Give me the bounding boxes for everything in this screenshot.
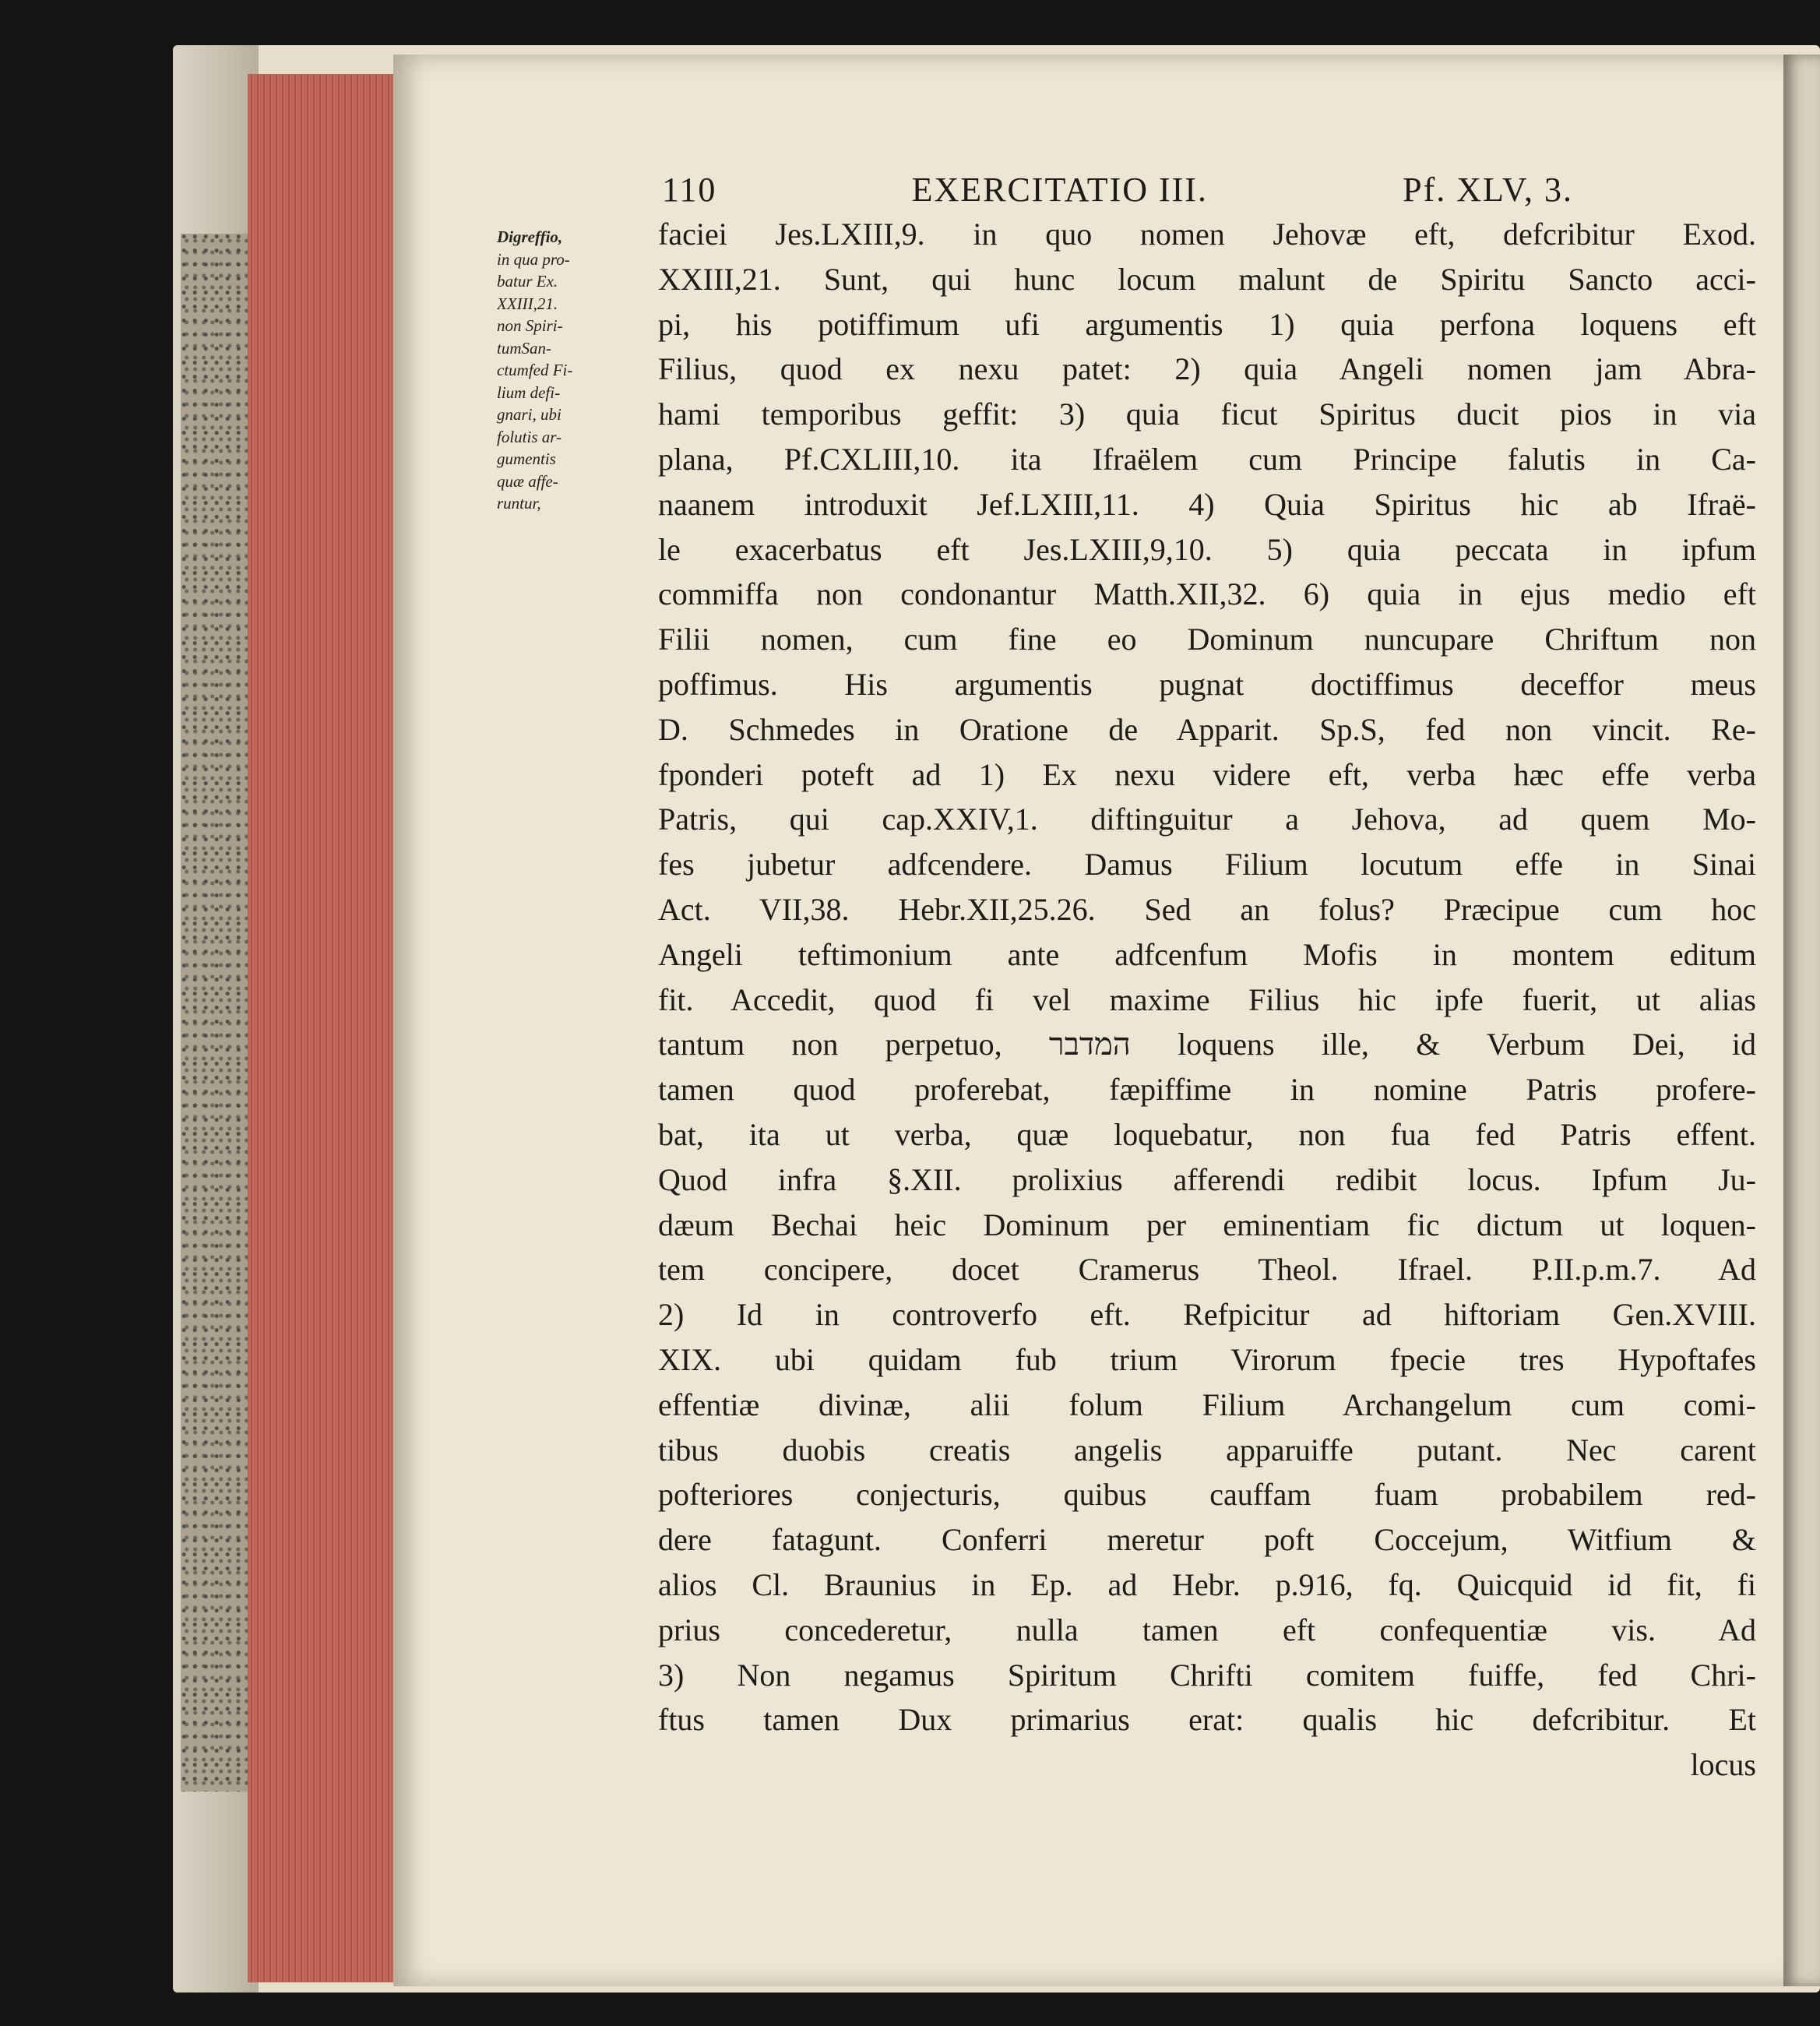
- text-line: pofteriores conjecturis, quibus cauffam fuam probabilem red-: [658, 1477, 1756, 1513]
- text-line: naanem introduxit Jef.LXIII,11. 4) Quia Spiritus hic ab Ifraë-: [658, 486, 1756, 522]
- marbled-cover-pattern: [181, 234, 249, 1792]
- margin-note-line: gumentis: [497, 449, 556, 468]
- text-line: D. Schmedes in Oratione de Apparit. Sp.S, fed non vincit. Re-: [658, 711, 1756, 747]
- text-line: poffimus. His argumentis pugnat doctiffimus deceffor meus: [658, 666, 1756, 702]
- text-line: Filii nomen, cum fine eo Dominum nuncupare Chriftum non: [658, 622, 1756, 657]
- text-line: le exacerbatus eft Jes.LXIII,9,10. 5) quia peccata in ipfum: [658, 531, 1756, 567]
- facing-page-edge: [1783, 55, 1820, 1986]
- margin-note-line: tumSan-: [497, 338, 551, 358]
- text-line: XIX. ubi quidam fub trium Virorum fpecie tres Hypoftafes: [658, 1341, 1756, 1377]
- text-line: prius concederetur, nulla tamen eft confequentiæ vis. Ad: [658, 1612, 1756, 1647]
- running-head: [662, 170, 1573, 217]
- text-line: Angeli teftimonium ante adfcenfum Mofis in montem editum: [658, 936, 1756, 972]
- margin-note-line: ctumfed Fi-: [497, 361, 573, 379]
- text-line: effentiæ divinæ, alii folum Filium Archangelum cum comi-: [658, 1386, 1756, 1422]
- margin-note-line: in qua pro-: [497, 249, 570, 269]
- text-line: tamen quod proferebat, fæpiffime in nomine Patris profere-: [658, 1072, 1756, 1108]
- catchword: locus: [1690, 1747, 1756, 1783]
- text-line: tantum non perpetuo, המדבר loquens ille, & Verbum Dei, id: [658, 1027, 1756, 1062]
- text-line: alios Cl. Braunius in Ep. ad Hebr. p.916, fq. Quicquid id fit, fi: [658, 1566, 1756, 1602]
- text-line: fponderi poteft ad 1) Ex nexu videre eft, verba hæc effe verba: [658, 756, 1756, 792]
- text-line: 3) Non negamus Spiritum Chrifti comitem fuiffe, fed Chri-: [658, 1657, 1756, 1693]
- text-line: XXIII,21. Sunt, qui hunc locum malunt de Spiritu Sancto acci-: [658, 261, 1756, 297]
- margin-note-line: gnari, ubi: [497, 405, 561, 424]
- text-line: plana, Pf.CXLIII,10. ita Ifraëlem cum Principe falutis in Ca-: [658, 441, 1756, 477]
- text-line: dæum Bechai heic Dominum per eminentiam fic dictum ut loquen-: [658, 1207, 1756, 1242]
- text-line: 2) Id in controverfo eft. Refpicitur ad hiftoriam Gen.XVIII.: [658, 1297, 1756, 1333]
- text-line: Quod infra §.XII. prolixius afferendi redibit locus. Ipfum Ju-: [658, 1161, 1756, 1197]
- text-line: Patris, qui cap.XXIV,1. diftinguitur a Jehova, ad quem Mo-: [658, 802, 1756, 837]
- text-line: tibus duobis creatis angelis apparuiffe putant. Nec carent: [658, 1432, 1756, 1468]
- text-line: fit. Accedit, quod fi vel maxime Filius hic ipfe fuerit, ut alias: [658, 981, 1756, 1017]
- text-line: fes jubetur adfcendere. Damus Filium locutum effe in Sinai: [658, 847, 1756, 883]
- text-line: tem concipere, docet Cramerus Theol. Ifrael. P.II.p.m.7. Ad: [658, 1252, 1756, 1288]
- text-line: dere fatagunt. Conferri meretur poft Coccejum, Witfium &: [658, 1522, 1756, 1558]
- red-page-edges: [248, 74, 396, 1982]
- margin-note-line: folutis ar-: [497, 427, 562, 446]
- text-line: commiffa non condonantur Matth.XII,32. 6) quia in ejus medio eft: [658, 576, 1756, 612]
- margin-note: [497, 226, 660, 515]
- text-line: pi, his potiffimum ufi argumentis 1) quia perfona loquens eft: [658, 306, 1756, 342]
- running-title: EXERCITATIO III.: [911, 171, 1208, 209]
- text-line: hami temporibus geffit: 3) quia ficut Spiritus ducit pios in via: [658, 396, 1756, 432]
- text-line: Filius, quod ex nexu patet: 2) quia Angeli nomen jam Abra-: [658, 351, 1756, 387]
- text-line: ftus tamen Dux primarius erat: qualis hic defcribitur. Et: [658, 1702, 1756, 1738]
- margin-note-line: Digreffio,: [497, 227, 563, 246]
- margin-note-line: XXIII,21.: [497, 294, 558, 313]
- text-line: faciei Jes.LXIII,9. in quo nomen Jehovæ eft, defcribitur Exod.: [658, 217, 1756, 252]
- text-line: bat, ita ut verba, quæ loquebatur, non fua fed Patris effent.: [658, 1116, 1756, 1152]
- margin-note-line: lium defi-: [497, 382, 561, 402]
- psalm-reference: Pf. XLV, 3.: [1403, 171, 1573, 209]
- margin-note-line: non Spiri-: [497, 316, 563, 335]
- margin-note-line: batur Ex.: [497, 272, 558, 291]
- margin-note-line: runtur,: [497, 494, 541, 513]
- text-line: Act. VII,38. Hebr.XII,25.26. Sed an folus? Præcipue cum hoc: [658, 891, 1756, 927]
- page-number: 110: [662, 171, 717, 209]
- body-text: [658, 212, 1756, 1788]
- margin-note-line: quæ affe-: [497, 471, 558, 491]
